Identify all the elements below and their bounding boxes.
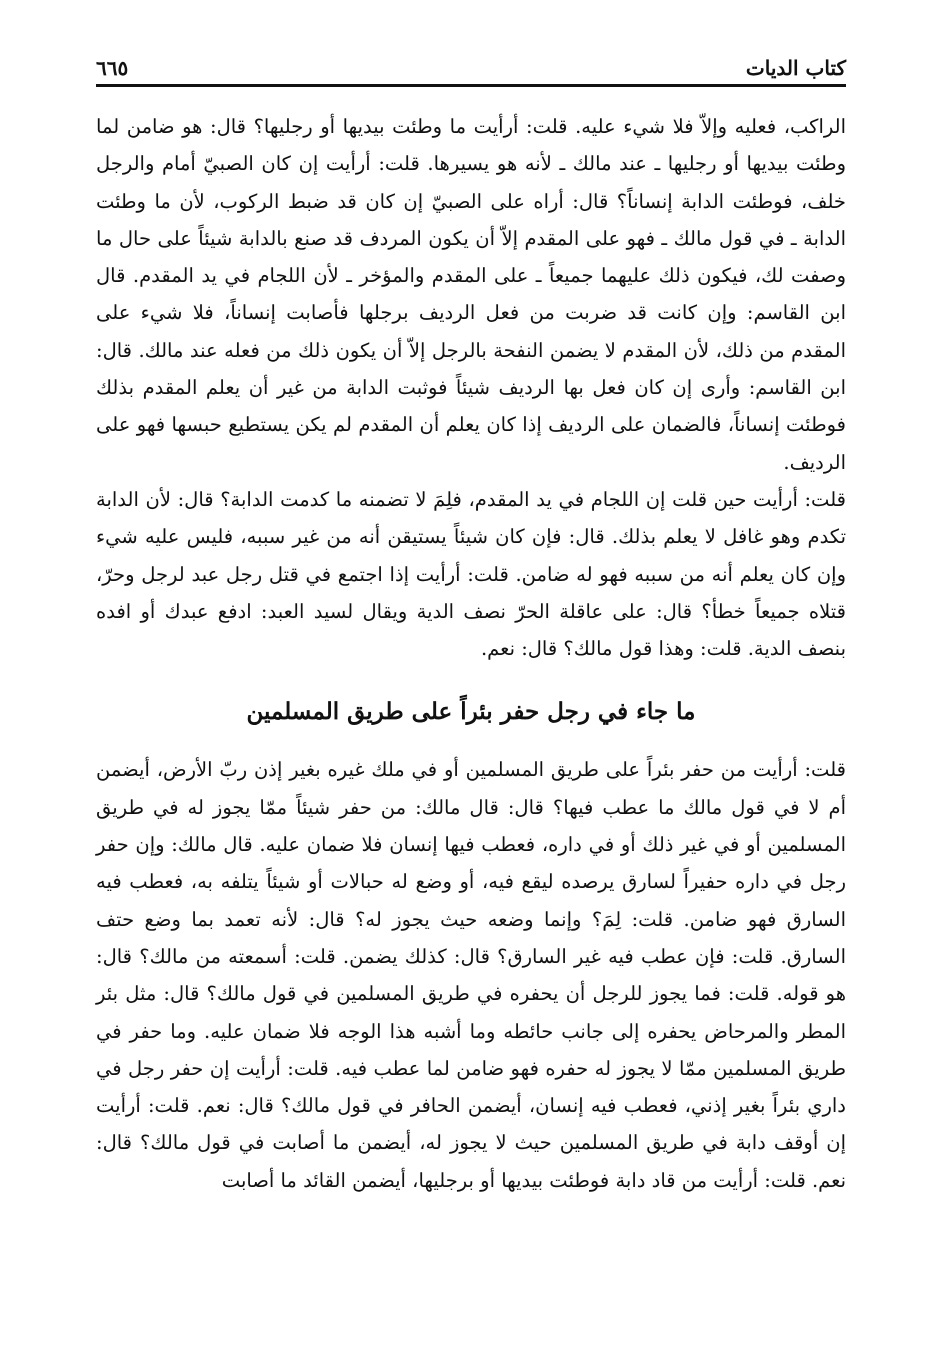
section-heading: ما جاء في رجل حفر بئراً على طريق المسلمين bbox=[246, 698, 696, 726]
page-number: ٦٦٥ bbox=[96, 56, 129, 80]
running-title: كتاب الديات bbox=[745, 56, 846, 80]
paragraph-3: قلت: أرأيت من حفر بئراً على طريق المسلمين أو في ملك غيره بغير إذن ربّ الأرض، أيضمن أم لا في قول مالك ما عطب فيها؟ قال: قال مالك: من حفر شيئاً ممّا يجوز له في طريق المسلمين أو في غير ذلك أو في داره، فعطب فيها إنسان فلا ضمان عليه. قال مالك: وإن حفر رجل في داره حفيراً لسارق يرصده ليقع فيه، أو وضع له حبالات أو شيئاً يتلفه به، فعطب فيه السارق فهو ضامن. قلت: لِمَ؟ وإنما وضعه حيث يجوز له؟ قال: لأنه تعمد بما وضع حتف السارق. قلت: فإن عطب فيه غير السارق؟ قال: كذلك يضمن. قلت: أسمعته من مالك؟ قال: هو قوله. قلت: فما يجوز للرجل أن يحفره في طريق المسلمين في قول مالك؟ قال: مثل بئر المطر والمرحاض يحفره إلى جانب حائطه وما أشبه هذا الوجه فلا ضمان عليه. وما حفر في طريق المسلمين ممّا لا يجوز له حفره فهو ضامن لما عطب فيه. قلت: أرأيت إن حفر رجل في داري بئراً بغير إذني، فعطب فيه إنسان، أيضمن الحافر في قول مالك؟ قال: نعم. قلت: أرأيت إن أوقف دابة في طريق المسلمين حيث لا يجوز له، أيضمن ما أصابت في قول مالك؟ قال: نعم. قلت: أرأيت من قاد دابة فوطئت بيديها أو برجليها، أيضمن القائد ما أصابت bbox=[96, 758, 846, 1192]
header-rule bbox=[96, 84, 846, 87]
paragraph-2: قلت: أرأيت حين قلت إن اللجام في يد المقدم، فلِمَ لا تضمنه ما كدمت الدابة؟ قال: لأن الدابة تكدم وهو غافل لا يعلم بذلك. قال: فإن كان شيئاً يستيقن أنه من غير سببه، فليس عليه شيء وإن كان يعلم أنه من سببه فهو له ضامن. قلت: أرأيت إذا اجتمع في قتل رجل عبد لرجل وحرّ، قتلاه جميعاً خطأ؟ قال: على عاقلة الحرّ نصف الدية ويقال لسيد العبد: ادفع عبدك أو افده بنصف الدية. قلت: وهذا قول مالك؟ قال: نعم. bbox=[96, 487, 846, 661]
page-header bbox=[96, 52, 846, 88]
body-text bbox=[96, 108, 846, 1199]
paragraph-1: الراكب، فعليه وإلاّ فلا شيء عليه. قلت: أرأيت ما وطئت بيديها أو رجليها؟ قال: هو ضامن لما وطئت بيديها أو رجليها ـ عند مالك ـ لأنه هو يسيرها. قلت: أرأيت إن كان الصبيّ أمام والرجل خلف، فوطئت الدابة إنساناً؟ قال: أراه على الصبيّ إن كان قد ضبط الركوب، لأن ما وطئت الدابة ـ في قول مالك ـ فهو على المقدم إلاّ أن يكون المردف قد صنع بالدابة شيئاً على حال ما وصفت لك، فيكون ذلك عليهما جميعاً ـ على المقدم والمؤخر ـ لأن اللجام في يد المقدم. قال ابن القاسم: وإن كانت قد ضربت من فعل الرديف برجلها فأصابت إنساناً، فلا شيء على المقدم من ذلك، لأن المقدم لا يضمن النفحة بالرجل إلاّ أن يكون ذلك من فعله عند مالك. قال: ابن القاسم: وأرى إن كان فعل بها الرديف شيئاً فوثبت الدابة من غير أن يعلم المقدم بذلك فوطئت إنساناً، فالضمان على الرديف إذا كان يعلم أن المقدم لم يكن يستطيع حبسها فهو على الرديف. bbox=[96, 115, 846, 474]
